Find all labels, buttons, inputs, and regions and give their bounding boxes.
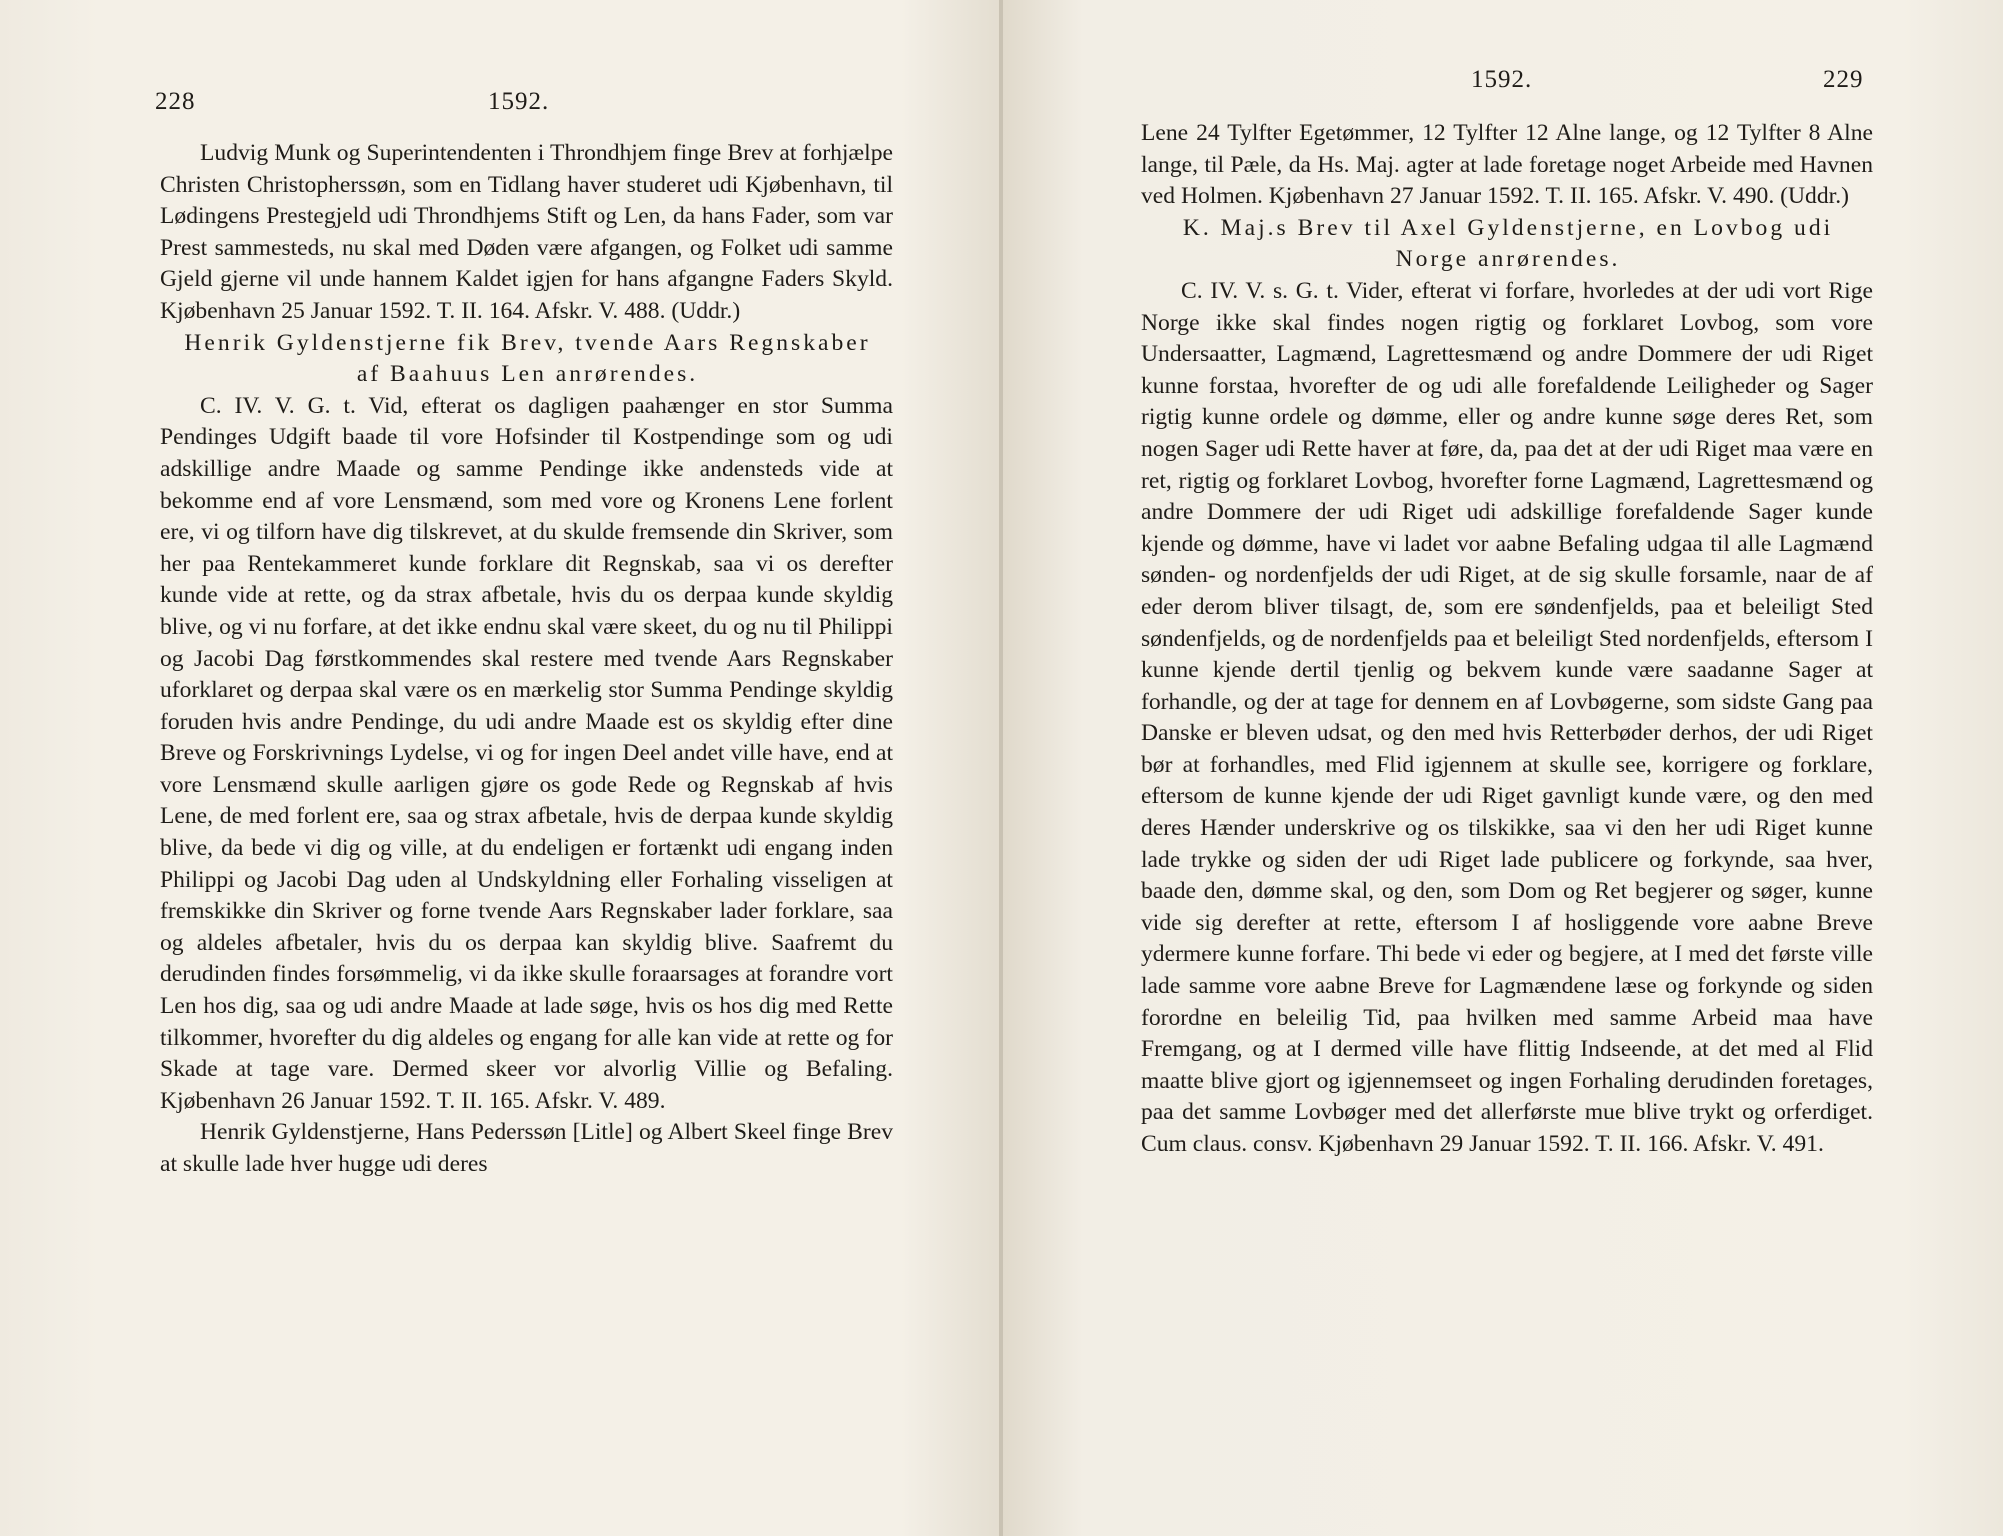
paragraph: C. IV. V. G. t. Vid, efterat os dagligen paahænger en stor Summa Pendinges Udgift baade til vore Hofsinder til Kostpendinge som og udi adskillige andre Maade og samme Pendinge ikke andensteds vide at bekomme end af vore Lensmænd, som med vore og Kronens Lene forlent ere, vi og tilforn have dig tilskrevet, at du skulde fremsende din Skriver, som her paa Rentekammeret kunde forklare dit Regnskab, saa vi os derefter kunde vide at rette, og da strax afbetale, hvis du os derpaa kunde skyldig blive, og vi nu forfare, at det ikke endnu skal være skeet, du og nu til Philippi og Jacobi Dag førstkommendes skal restere med tvende Aars Regnskaber uforklaret og derpaa skal være os en mærkelig stor Summa Pendinge skyldig foruden hvis andre Pendinge, du udi andre Maade est os skyldig efter dine Breve og Forskrivnings Lydelse, vi og for ingen Deel andet ville have, end at vore Lensmænd skulle aarligen gjøre os gode Rede og Regnskab af hvis Lene, de med forlent ere, saa og strax afbetale, hvis de derpaa kunde skyldig blive, da bede vi dig og ville, at du endeligen er fortænkt udi engang inden Philippi og Jacobi Dag uden al Undskyldning eller Forhaling visseligen at fremskikke din Skriver og forne tvende Aars Regnskaber lader forklare, saa og aldeles afbetaler, hvis du os derpaa kan skyldig blive. Saafremt du derudinden findes forsømmelig, vi da ikke skulle foraarsages at forandre vort Len hos dig, saa og udi andre Maade at lade søge, hvis os hos dig med Rette tilkommer, hvorefter du dig aldeles og engang for alle kan vide at rette og for Skade at tage vare. Dermed skeer vor alvorlig Villie og Befaling. Kjøbenhavn 26 Januar 1592. T. II. 165. Afskr. V. 489. (160, 392, 893, 1114)
right-page-text (1141, 118, 1873, 1161)
left-page-number: 228 (155, 88, 196, 115)
paragraph: Ludvig Munk og Superintendenten i Throndhjem finge Brev at forhjælpe Christen Christopherssøn, som en Tidlang haver studeret udi Kjøbenhavn, til Lødingens Prestegjeld udi Throndhjems Stift og Len, da hans Fader, som var Prest sammesteds, nu skal med Døden være afgangen, og Folket udi samme Gjeld gjerne vil unde hannem Kaldet igjen for hans afgangne Faders Skyld. Kjøbenhavn 25 Januar 1592. T. II. 164. Afskr. V. 488. (Uddr.) (160, 140, 893, 324)
paragraph: C. IV. V. s. G. t. Vider, efterat vi forfare, hvorledes at der udi vort Rige Norge ikke skal findes nogen rigtig og forklaret Lovbog, som vore Undersaatter, Lagmænd, Lagrettesmænd og andre Dommere der udi Riget kunne forstaa, hvorefter de og udi alle forefaldende Leiligheder og Sager rigtig kunne ordele og dømme, eller og andre kunne søge deres Ret, som nogen Sager udi Rette haver at føre, da, paa det at der udi Riget maa være en ret, rigtig og forklaret Lovbog, hvorefter forne Lagmænd, Lagrettesmænd og andre Dommere der udi Riget udi adskillige forefaldende Sager kunde kjende og dømme, have vi ladet vor aabne Befaling udgaa til alle Lagmænd sønden- og nordenfjelds der udi Riget, at de sig skulle forsamle, naar de af eder derom bliver tilsagt, de, som ere søndenfjelds, paa et beleiligt Sted søndenfjelds, og de nordenfjelds paa et beleiligt Sted nordenfjelds, eftersom I kunne kjende dertil tjenlig og bekvem kunde være saadanne Sager at forhandle, og der at tage for dennem en af Lovbøgerne, som sidste Gang paa Danske er bleven udsat, og den med hvis Retterbøder derhos, der udi Riget bør at forhandles, med Flid igjennem at skulle see, korrigere og forklare, eftersom de kunne kjende der udi Riget gavnligt kunde være, og den med deres Hænder underskrive og os tilskikke, saa vi den her udi Riget kunne lade trykke og siden der udi Riget lade publicere og forkynde, saa hver, baade den, dømme skal, og den, som Dom og Ret begjerer og søger, kunne vide sig derefter at rette, eftersom I af hosliggende vore aabne Breve ydermere kunne forfare. Thi bede vi eder og begjere, at I med det første ville lade samme vore aabne Breve for Lagmændene læse og forkynde og siden forordne en beleilig Tid, paa hvilken med samme Arbeid maa have Fremgang, og at I dermed ville have flittig Indseende, at det med al Flid maatte blive gjort og igjennemseet og ingen Forhaling derudinden foretages, paa det samme Lovbøger med det allerførste mue blive trykt og orferdiget. Cum claus. consv. Kjøbenhavn 29 Januar 1592. T. II. 166. Afskr. V. 491. (1141, 277, 1873, 1157)
right-running-head: 1592. (1471, 66, 1533, 93)
paragraph: Lene 24 Tylfter Egetømmer, 12 Tylfter 12 Alne lange, og 12 Tylfter 8 Alne lange, til Pæle, da Hs. Maj. agter at lade foretage noget Arbeide med Havnen ved Holmen. Kjøbenhavn 27 Januar 1592. T. II. 165. Afskr. V. 490. (Uddr.) (1141, 120, 1873, 210)
left-page (0, 0, 1001, 1536)
entry-heading: K. Maj.s Brev til Axel Gyldenstjerne, en Lovbog udi Norge anrørendes. (1182, 214, 1834, 273)
left-page-text (160, 138, 893, 1181)
entry-heading: Henrik Gyldenstjerne fik Brev, tvende Aars Regnskaber af Baahuus Len anrørendes. (184, 329, 871, 388)
left-running-head: 1592. (488, 88, 550, 115)
right-page-number: 229 (1823, 66, 1864, 93)
paragraph: Henrik Gyldenstjerne, Hans Pederssøn [Litle] og Albert Skeel finge Brev at skulle lade hver hugge udi deres (160, 1119, 893, 1177)
right-page (1003, 0, 2003, 1536)
